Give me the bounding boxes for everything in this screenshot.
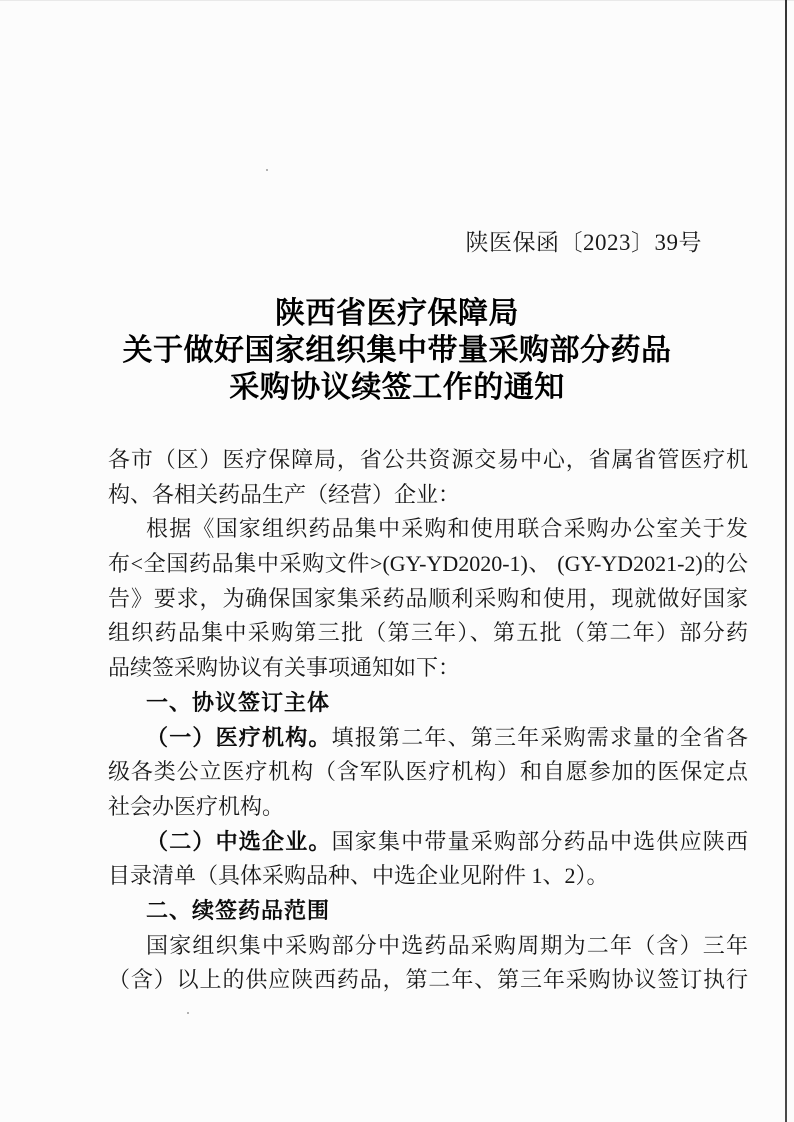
body-line: 国家组织集中采购部分中选药品采购周期为二年（含）三年 xyxy=(146,932,748,958)
body-line: 告》要求，为确保国家集采药品顺利采购和使用，现就做好国家 xyxy=(108,585,748,611)
title-line-org: 陕西省医疗保障局 xyxy=(275,297,519,330)
body-line xyxy=(108,825,748,860)
subsection-label: （二）中选企业。 xyxy=(146,828,332,854)
document-body xyxy=(108,443,748,998)
body-line: 级各类公立医疗机构（含军队医疗机构）和自愿参加的医保定点 xyxy=(108,759,748,785)
body-line-text: 国家集中带量采购部分药品中选供应陕西 xyxy=(331,828,748,854)
scan-speck xyxy=(187,1012,189,1014)
body-line: 品续签采购协议有关事项通知如下： xyxy=(108,655,461,681)
scan-top-edge xyxy=(0,0,794,1)
title-line-notice: 采购协议续签工作的通知 xyxy=(229,371,565,404)
doc-number: 陕医保函〔2023〕39号 xyxy=(465,230,702,255)
subsection-label: （一）医疗机构。 xyxy=(146,724,332,750)
body-line: 构、各相关药品生产（经营）企业： xyxy=(108,481,461,507)
section-heading-1: 一、协议签订主体 xyxy=(146,689,331,715)
body-line: 组织药品集中采购第三批（第三年）、第五批（第二年）部分药 xyxy=(108,620,748,646)
scan-edge-line xyxy=(785,0,787,1122)
body-line: 社会办医疗机构。 xyxy=(108,793,285,819)
body-line xyxy=(108,721,748,756)
body-line: 各市（区）医疗保障局，省公共资源交易中心，省属省管医疗机 xyxy=(108,447,748,472)
body-line: （含）以上的供应陕西药品，第二年、第三年采购协议签订执行 xyxy=(108,967,748,993)
body-line: 布<全国药品集中采购文件>(GY-YD2020-1)、 (GY-YD2021-2)的公 xyxy=(108,551,748,577)
section-heading-2: 二、续签药品范围 xyxy=(146,897,331,923)
document-title xyxy=(0,295,794,406)
title-line-subject: 关于做好国家组织集中带量采购部分药品 xyxy=(122,334,672,367)
body-line-text: 填报第二年、第三年采购需求量的全省各 xyxy=(331,724,748,750)
body-line: 根据《国家组织药品集中采购和使用联合采购办公室关于发 xyxy=(146,516,748,542)
scan-speck xyxy=(266,169,268,171)
body-line: 目录清单（具体采购品种、中选企业见附件 1、2）。 xyxy=(108,863,609,889)
